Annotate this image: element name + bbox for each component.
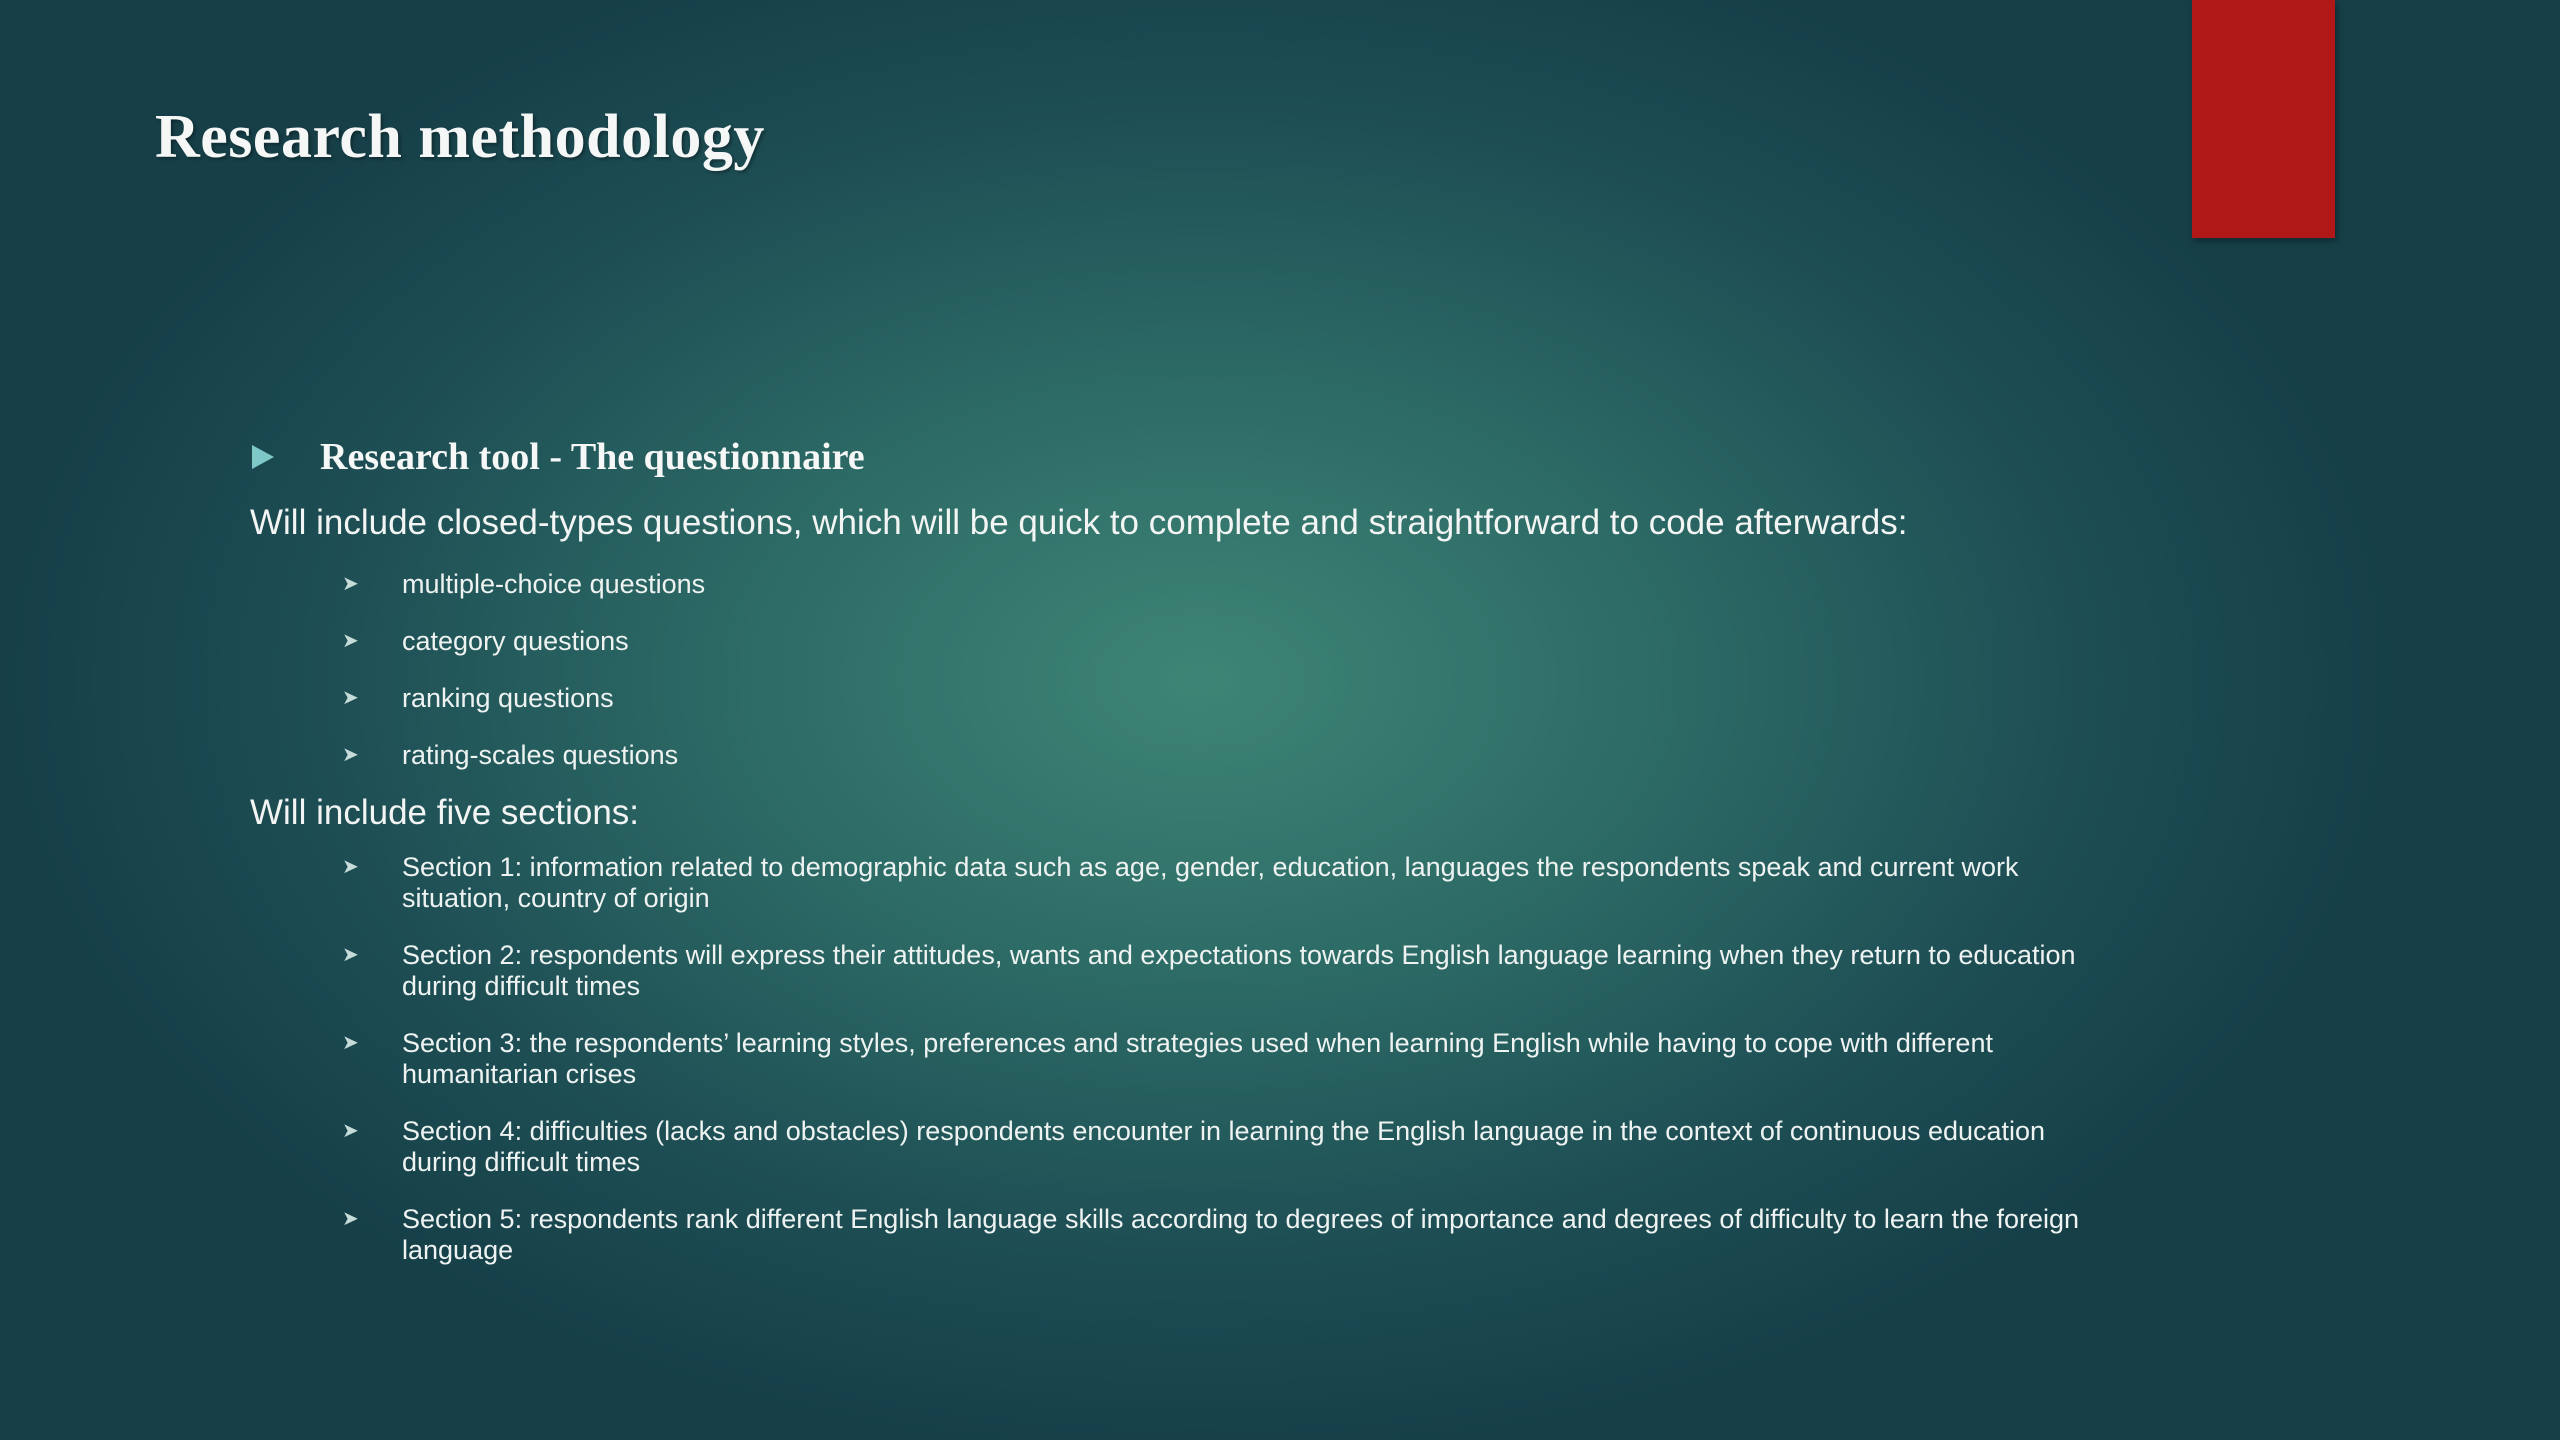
question-type-label: rating-scales questions (402, 740, 679, 770)
tool-heading: Research tool - The questionnaire (320, 436, 865, 478)
section-description: Section 4: difficulties (lacks and obstacles) respondents encounter in learning the English language in the context of continuous education during difficult times (402, 1116, 2046, 1177)
section-description: Section 3: the respondents’ learning styles, preferences and strategies used when learning English while having to cope with different humanitarian crises (402, 1028, 1993, 1089)
slide-content (250, 428, 2100, 1292)
arrow-bullet-icon: ➤ (342, 944, 359, 966)
arrow-bullet-icon: ➤ (342, 1032, 359, 1054)
question-types-list (250, 556, 2100, 784)
arrow-bullet-icon: ➤ (342, 744, 359, 766)
question-type-label: ranking questions (402, 683, 614, 713)
list-item (250, 1204, 2100, 1266)
tool-heading-row (250, 428, 2100, 486)
list-item (250, 670, 2100, 727)
section-description: Section 1: information related to demographic data such as age, gender, education, languages the respondents speak and current work situation, country of origin (402, 852, 2019, 913)
slide-title: Research methodology (155, 103, 765, 171)
list-item (250, 940, 2100, 1002)
arrow-bullet-icon: ➤ (342, 856, 359, 878)
question-type-label: category questions (402, 626, 629, 656)
arrow-bullet-icon: ➤ (342, 1120, 359, 1142)
questionnaire-intro: Will include closed-types questions, which will be quick to complete and straightforward to code afterwards: (250, 503, 1908, 542)
arrow-bullet-icon: ➤ (342, 573, 359, 595)
sections-heading: Will include five sections: (250, 793, 640, 832)
section-description: Section 2: respondents will express their attitudes, wants and expectations towards English language learning when they return to education during difficult times (402, 940, 2076, 1001)
sections-list (250, 852, 2100, 1266)
list-item (250, 852, 2100, 914)
list-item (250, 1028, 2100, 1090)
triangle-bullet-icon (252, 445, 274, 469)
arrow-bullet-icon: ➤ (342, 630, 359, 652)
arrow-bullet-icon: ➤ (342, 687, 359, 709)
list-item (250, 727, 2100, 784)
list-item (250, 613, 2100, 670)
list-item (250, 556, 2100, 613)
red-accent-bar (2192, 0, 2335, 238)
arrow-bullet-icon: ➤ (342, 1208, 359, 1230)
question-type-label: multiple-choice questions (402, 569, 706, 599)
list-item (250, 1116, 2100, 1178)
section-description: Section 5: respondents rank different English language skills according to degrees of importance and degrees of difficulty to learn the foreign language (402, 1204, 2080, 1265)
